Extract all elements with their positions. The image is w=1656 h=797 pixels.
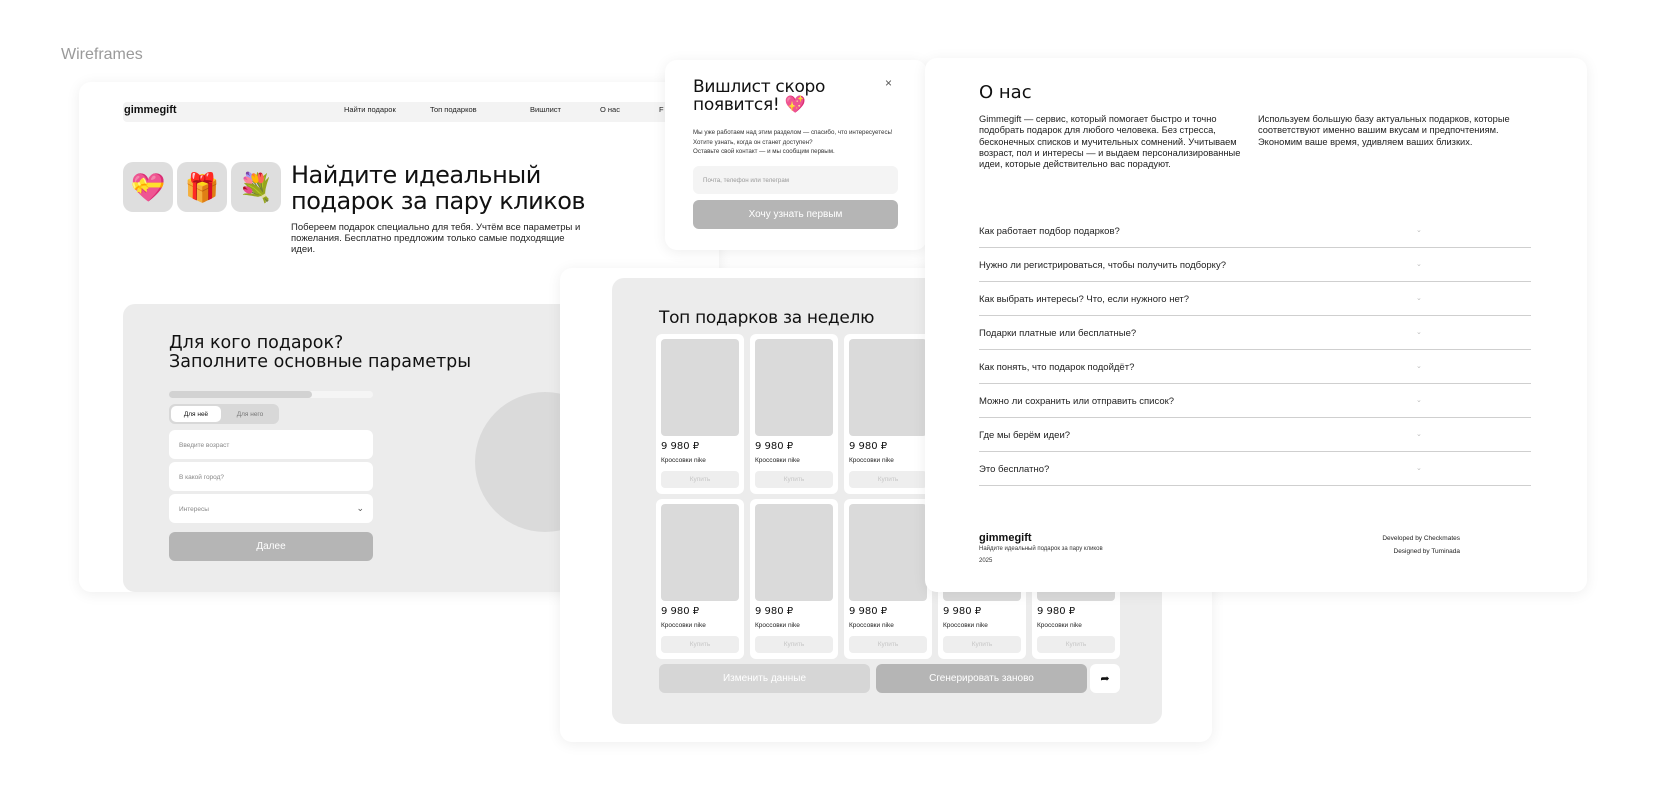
- buy-button[interactable]: Купить: [661, 636, 739, 653]
- modal-text: Мы уже работаем над этим разделом — спасибо, что интересуетесь! Хотите узнать, когда он станет доступен? Оставьте свой контакт — и мы сообщим первым.: [693, 129, 893, 155]
- faq-question: Это бесплатно?: [979, 464, 1050, 475]
- top-gifts-title: Топ подарков за неделю: [659, 308, 875, 328]
- product-price: 9 980 ₽: [849, 606, 888, 617]
- modal-title: Вишлист скоро появится! 💖: [693, 77, 826, 115]
- close-icon[interactable]: ×: [885, 76, 893, 90]
- buy-button[interactable]: Купить: [1037, 636, 1115, 653]
- footer-developed-by: Developed by Checkmates: [1382, 535, 1460, 542]
- chevron-down-icon: ⌄: [1416, 227, 1422, 234]
- faq-question: Подарки платные или бесплатные?: [979, 328, 1137, 339]
- faq-item[interactable]: [979, 214, 1531, 248]
- nav-item-more[interactable]: F: [659, 105, 664, 114]
- about-paragraph-1: Gimmegift — сервис, который помогает быстро и точно подобрать подарок для любого человека. Без стресса, бесконечных списков и мучительных сомнений. Учитываем возраст, пол и интересы — и выдаем персонализированные идеи, которые действительно вас порадуют.: [979, 114, 1241, 170]
- footer-designed-by: Designed by Tuminada: [1393, 548, 1460, 555]
- hero-subtitle: Побереем подарок специально для тебя. Учтём все параметры и пожелания. Бесплатно предложим только самые подходящие идеи.: [291, 222, 581, 255]
- interests-placeholder: Интересы: [179, 506, 209, 513]
- faq-question: Можно ли сохранить или отправить список?: [979, 396, 1175, 407]
- product-price: 9 980 ₽: [755, 606, 794, 617]
- next-button[interactable]: Далее: [169, 532, 373, 561]
- faq-item[interactable]: [979, 282, 1531, 316]
- contact-input[interactable]: Почта, телефон или телеграм: [693, 166, 898, 194]
- product-name: Кроссовки nike: [849, 457, 894, 464]
- chevron-down-icon: ⌄: [1416, 363, 1422, 370]
- city-input[interactable]: В какой город?: [169, 462, 373, 491]
- product-price: 9 980 ₽: [661, 441, 700, 452]
- product-card[interactable]: [844, 334, 932, 494]
- change-data-button[interactable]: Изменить данные: [659, 664, 870, 693]
- chevron-down-icon: ⌄: [1416, 295, 1422, 302]
- product-name: Кроссовки nike: [943, 622, 988, 629]
- chevron-down-icon: ⌄: [1416, 397, 1422, 404]
- chevron-down-icon: ⌄: [356, 503, 364, 513]
- faq-question: Где мы берём идеи?: [979, 430, 1071, 441]
- product-price: 9 980 ₽: [849, 441, 888, 452]
- footer-year: 2025: [979, 558, 993, 564]
- product-image: [755, 339, 833, 436]
- product-name: Кроссовки nike: [661, 622, 706, 629]
- product-price: 9 980 ₽: [755, 441, 794, 452]
- progress-fill: [169, 391, 312, 398]
- form-title: Для кого подарок? Заполните основные параметры: [169, 333, 472, 372]
- nav-bar: [123, 102, 719, 122]
- product-name: Кроссовки nike: [849, 622, 894, 629]
- wishlist-modal: [665, 60, 927, 250]
- footer-tagline: Найдите идеальный подарок за пару кликов: [979, 546, 1103, 552]
- hero-title: Найдите идеальный подарок за пару кликов: [291, 161, 586, 215]
- product-price: 9 980 ₽: [661, 606, 700, 617]
- chevron-down-icon: ⌄: [1416, 465, 1422, 472]
- faq-question: Как работает подбор подарков?: [979, 226, 1120, 237]
- buy-button[interactable]: Купить: [849, 636, 927, 653]
- notify-button[interactable]: Хочу узнать первым: [693, 200, 898, 229]
- product-card[interactable]: [656, 334, 744, 494]
- product-card[interactable]: [656, 499, 744, 659]
- product-image: [849, 339, 927, 436]
- gift-box-icon: 🎁: [177, 162, 227, 212]
- logo[interactable]: gimmegift: [124, 104, 177, 116]
- buy-button[interactable]: Купить: [755, 471, 833, 488]
- share-button[interactable]: [1090, 664, 1120, 693]
- nav-item-find[interactable]: Найти подарок: [344, 105, 396, 114]
- product-card[interactable]: [750, 334, 838, 494]
- product-name: Кроссовки nike: [755, 622, 800, 629]
- faq-item[interactable]: [979, 350, 1531, 384]
- faq-item[interactable]: [979, 452, 1531, 486]
- section-label: Wireframes: [61, 46, 143, 63]
- chevron-down-icon: ⌄: [1416, 329, 1422, 336]
- faq-item[interactable]: [979, 248, 1531, 282]
- product-price: 9 980 ₽: [943, 606, 982, 617]
- product-image: [755, 504, 833, 601]
- faq-item[interactable]: [979, 418, 1531, 452]
- gender-toggle: [169, 404, 279, 424]
- about-frame: [925, 58, 1587, 592]
- interests-select[interactable]: [169, 494, 373, 523]
- nav-item-about[interactable]: О нас: [600, 105, 620, 114]
- toggle-her[interactable]: Для неё: [171, 406, 221, 422]
- faq-question: Как выбрать интересы? Что, если нужного нет?: [979, 294, 1190, 305]
- nav-item-wishlist[interactable]: Вишлист: [530, 105, 561, 114]
- about-title: О нас: [979, 82, 1032, 103]
- product-name: Кроссовки nike: [661, 457, 706, 464]
- about-paragraph-2: Используем большую базу актуальных подарков, которые соответствуют именно вашим вкусам и предпочтениям. Экономим ваше время, удивляем ваших близких.: [1258, 114, 1510, 147]
- nav-item-top[interactable]: Топ подарков: [430, 105, 477, 114]
- regenerate-button[interactable]: Сгенерировать заново: [876, 664, 1087, 693]
- toggle-him[interactable]: Для него: [236, 410, 264, 418]
- chevron-down-icon: ⌄: [1416, 431, 1422, 438]
- faq-item[interactable]: [979, 316, 1531, 350]
- faq-item[interactable]: [979, 384, 1531, 418]
- product-price: 9 980 ₽: [1037, 606, 1076, 617]
- product-image: [661, 339, 739, 436]
- age-input[interactable]: Введите возраст: [169, 430, 373, 459]
- product-name: Кроссовки nike: [755, 457, 800, 464]
- heart-gift-icon: 💝: [123, 162, 173, 212]
- faq-question: Как понять, что подарок подойдёт?: [979, 362, 1135, 373]
- buy-button[interactable]: Купить: [849, 471, 927, 488]
- buy-button[interactable]: Купить: [755, 636, 833, 653]
- product-image: [849, 504, 927, 601]
- buy-button[interactable]: Купить: [661, 471, 739, 488]
- product-image: [661, 504, 739, 601]
- buy-button[interactable]: Купить: [943, 636, 1021, 653]
- share-icon: ➦: [1100, 673, 1110, 685]
- bouquet-icon: 💐: [231, 162, 281, 212]
- form-progress-bar: [169, 391, 373, 398]
- product-card[interactable]: [844, 499, 932, 659]
- faq-question: Нужно ли регистрироваться, чтобы получить подборку?: [979, 260, 1226, 271]
- product-card[interactable]: [750, 499, 838, 659]
- chevron-down-icon: ⌄: [1416, 261, 1422, 268]
- footer-logo[interactable]: gimmegift: [979, 532, 1032, 544]
- product-name: Кроссовки nike: [1037, 622, 1082, 629]
